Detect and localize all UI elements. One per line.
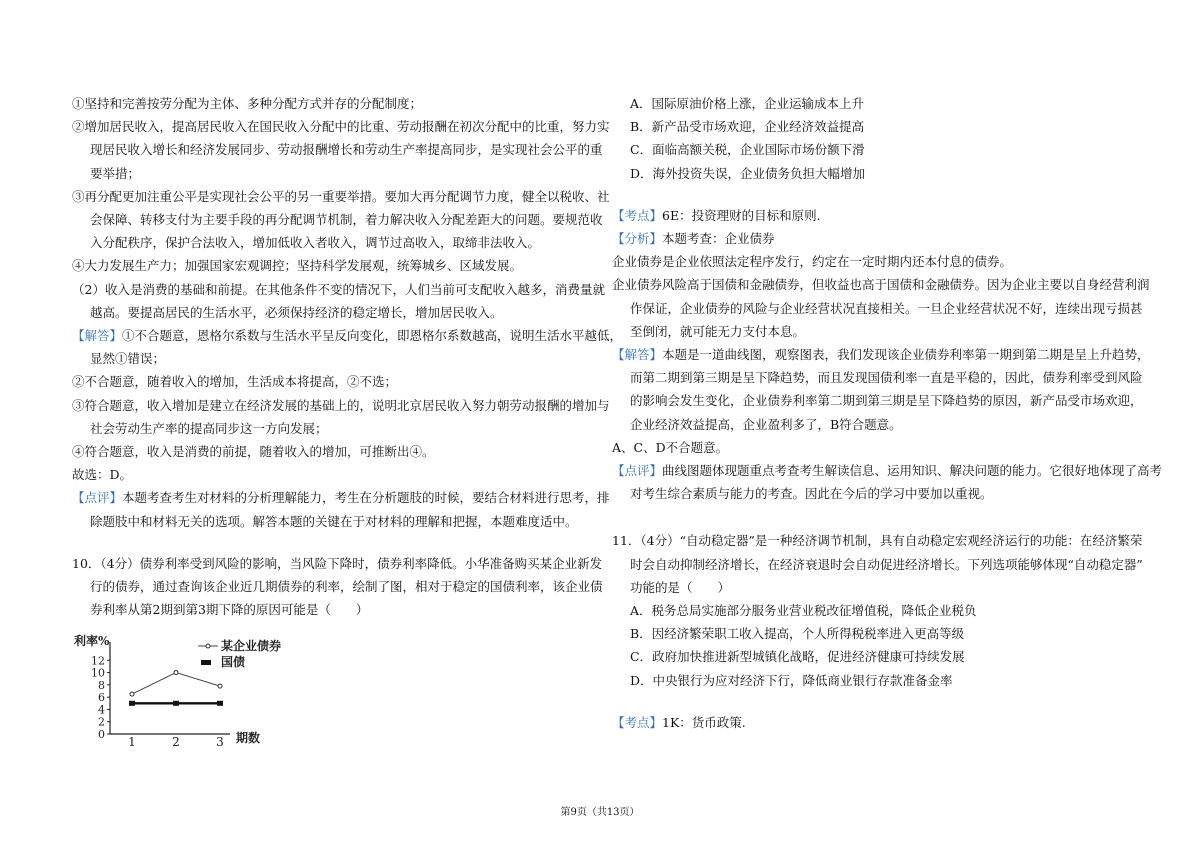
right-column — [612, 92, 1163, 734]
text-line: 要举措； — [90, 165, 141, 181]
text-line: 显然①错误； — [90, 351, 166, 367]
kaodian-block — [612, 711, 1132, 734]
text-line: ②不合题意，随着收入的增加，生活成本将提高，②不选； — [72, 374, 398, 390]
text-line: ④符合题意，收入是消费的前提，随着收入的增加，可推断出④。 — [72, 444, 435, 460]
bond-rate-chart — [72, 632, 292, 750]
answer-block — [72, 324, 623, 347]
page-footer: 第9页（共13页） — [560, 807, 640, 818]
legend-enterprise-bond-label: 某企业债券 — [221, 639, 282, 653]
text-line: 的影响会发生变化，企业债券利率第二期到第三期是呈下降趋势的原因，新产品受市场欢迎， — [630, 393, 1143, 409]
text-line: 企业债券是企业依照法定程序发行，约定在一定时期内还本付息的债券。 — [612, 254, 1013, 270]
y-tick-label: 10 — [91, 666, 105, 680]
option-b: B．因经济繁荣职工收入提高，个人所得税税率进入更高等级 — [630, 626, 965, 642]
text-line: ④大力发展生产力；加强国家宏观调控；坚持科学发展观，统筹城乡、区域发展。 — [72, 258, 523, 274]
review-block — [72, 486, 610, 509]
left-column — [72, 92, 623, 621]
text-line: ②增加居民收入，提高居民收入在国民收入分配中的比重、劳动报酬在初次分配中的比重，努力实 — [72, 119, 610, 135]
text-line: A、C、D不合题意。 — [612, 439, 729, 455]
text-line: 本题是一道曲线图，观察图表，我们发现该企业债券利率第一期到第二期是呈上升趋势， — [662, 347, 1150, 363]
y-tick-label: 12 — [91, 654, 105, 668]
series-enterprise-bond-point — [130, 692, 134, 696]
text-line: ①不合题意，恩格尔系数与生活水平呈反向变化，即恩格尔系数越高，说明生活水平越低， — [122, 328, 623, 344]
text-line: 1K：货币政策. — [662, 714, 746, 730]
option-b: B．新产品受市场欢迎，企业经济效益提高 — [630, 119, 865, 135]
question-10-line: 券利率从第2期到第3期下降的原因可能是（ ） — [90, 602, 369, 618]
question-11-line: 功能的是（ ） — [630, 579, 731, 595]
jieda-tag: 【解答】 — [612, 347, 663, 363]
text-line: 现居民收入增长和经济发展同步、劳动报酬增长和劳动生产率提高同步，是实现社会公平的重 — [90, 142, 603, 158]
chart-marks — [129, 638, 281, 706]
y-axis-label: 利率% — [74, 634, 110, 648]
option-a: A．国际原油价格上涨，企业运输成本上升 — [630, 96, 865, 111]
legend-national-bond-swatch — [201, 660, 211, 665]
text-line: ③再分配更加注重公平是实现社会公平的另一重要举措。要加大再分配调节力度，健全以税收、社 — [72, 188, 610, 204]
legend-enterprise-bond-marker — [206, 644, 210, 648]
text-line: 作保证，企业债券的风险与企业经营状况直接相关。一旦企业经营状况不好，连续出现亏损甚 — [630, 300, 1143, 316]
text-line: （2）收入是消费的基础和前提。在其他条件不变的情况下，人们当前可支配收入越多，消费量就 — [72, 281, 605, 297]
spacer — [612, 185, 1132, 204]
series-enterprise-bond-point — [174, 671, 178, 675]
text-line: 6E：投资理财的目标和原则. — [662, 207, 821, 223]
spacer — [72, 533, 594, 552]
text-line: 至倒闭，就可能无力支付本息。 — [630, 323, 806, 339]
y-tick-label: 6 — [98, 691, 105, 705]
review-tag: 【点评】 — [72, 490, 123, 506]
answer-tag: 【解答】 — [72, 328, 123, 344]
text-line: 而第二期到第三期是呈下降趋势，而且发现国债利率一直是平稳的，因此，债券利率受到风险 — [630, 370, 1143, 386]
y-tick-label: 4 — [98, 703, 105, 717]
question-11-line: 11．（4分）“自动稳定器”是一种经济调节机制，具有自动稳定宏观经济运行的功能：在经济繁荣 — [612, 533, 1143, 549]
text-line: 越高。要提高居民的生活水平，必须保持经济的稳定增长，增加居民收入。 — [90, 304, 503, 320]
series-national-bond-point — [217, 701, 223, 706]
text-line: 企业经济效益提高，企业盈利多了，B符合题意。 — [630, 416, 902, 432]
option-a: A．税务总局实施部分服务业营业税改征增值税，降低企业税负 — [630, 603, 977, 619]
x-tick-label: 3 — [216, 735, 224, 749]
kaodian-tag: 【考点】 — [612, 714, 663, 730]
dianping-block — [612, 459, 1163, 482]
text-line: ③符合题意，收入增加是建立在经济发展的基础上的，说明北京居民收入努力朝劳动报酬的增加与 — [72, 397, 610, 413]
kaodian-block — [612, 204, 1132, 227]
option-c: C．面临高额关税，企业国际市场份额下滑 — [630, 142, 865, 158]
text-line: 企业债券风险高于国债和金融债券，但收益也高于国债和金融债券。因为企业主要以自身经营利润 — [612, 277, 1150, 293]
text-line: 社会劳动生产率的提高同步这一方向发展； — [90, 420, 328, 436]
text-line: 入分配秩序，保护合法收入，增加低收入者收入，调节过高收入，取缔非法收入。 — [90, 235, 541, 251]
question-10-line: 行的债券，通过查询该企业近几期债券的利率，绘制了图，相对于稳定的国债利率，该企业债 — [90, 579, 603, 595]
kaodian-tag: 【考点】 — [612, 207, 663, 223]
question-11-line: 时会自动抑制经济增长，在经济衰退时会自动促进经济增长。下列选项能够体现“自动稳定器” — [630, 556, 1143, 572]
series-national-bond-point — [173, 701, 179, 706]
fenxi-tag: 【分析】 — [612, 231, 663, 247]
y-tick-label: 0 — [98, 728, 105, 741]
spacer — [612, 692, 1132, 711]
x-tick-label: 2 — [172, 735, 180, 749]
text-line: ①坚持和完善按劳分配为主体、多种分配方式并存的分配制度； — [72, 96, 423, 111]
text-line: 本题考查：企业债券 — [662, 231, 775, 247]
text-line: 会保障、转移支付为主要手段的再分配调节机制，着力解决收入分配差距大的问题。要规范收 — [90, 212, 603, 228]
series-enterprise-bond-point — [218, 684, 222, 688]
text-line: 除题肢中和材料无关的选项。解答本题的关键在于对材料的理解和把握，本题难度适中。 — [90, 513, 578, 529]
question-10-line: 10．（4分）债券利率受到风险的影响，当风险下降时，债券利率降低。小华准备购买某企业新发 — [72, 555, 603, 571]
option-d: D．中央银行为应对经济下行，降低商业银行存款准备金率 — [630, 672, 953, 688]
jieda-block — [612, 343, 1150, 366]
option-c: C．政府加快推进新型城镇化战略，促进经济健康可持续发展 — [630, 649, 965, 665]
x-axis-label: 期数 — [236, 731, 261, 745]
series-enterprise-bond-line — [132, 673, 220, 695]
y-tick-label: 2 — [98, 715, 105, 729]
x-tick-label: 1 — [128, 735, 136, 749]
legend-national-bond-label: 国债 — [221, 655, 246, 669]
text-line: 曲线图题体现题重点考查考生解读信息、运用知识、解决问题的能力。它很好地体现了高考 — [662, 463, 1163, 479]
option-d: D．海外投资失误，企业债务负担大幅增加 — [630, 165, 866, 181]
spacer — [612, 505, 1132, 529]
fenxi-block — [612, 227, 1132, 250]
text-line: 本题考查考生对材料的分析理解能力，考生在分析题肢的时候，要结合材料进行思考，排 — [122, 490, 610, 506]
text-line: 故选：D。 — [72, 467, 133, 483]
dianping-tag: 【点评】 — [612, 463, 663, 479]
series-national-bond-point — [129, 701, 135, 706]
text-line: 对考生综合素质与能力的考查。因此在今后的学习中要加以重视。 — [630, 486, 993, 502]
y-tick-label: 8 — [98, 678, 105, 692]
